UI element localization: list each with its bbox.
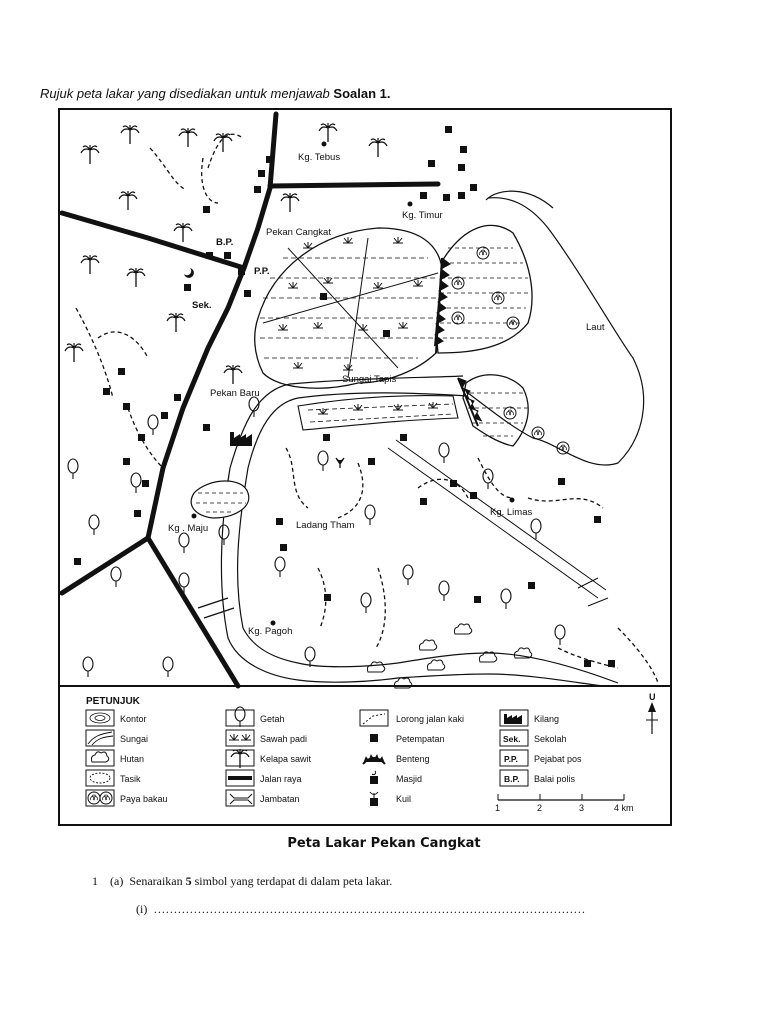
bridge	[198, 598, 234, 618]
legend-sekolah	[500, 730, 567, 746]
answer-line: (i) ………………………………………………………………………………………………	[136, 902, 586, 916]
instruction: Rujuk peta lakar yang disediakan untuk menjawab Soalan 1.	[40, 86, 391, 101]
label-ladang-tham: Ladang Tham	[296, 520, 355, 531]
question-line: 1 (a) Senaraikan 5 simbol yang terdapat di dalam peta lakar.	[92, 874, 393, 888]
river	[221, 376, 618, 686]
svg-text:1: 1	[495, 803, 501, 813]
paddy-field	[255, 228, 458, 430]
svg-text:P.P.: P.P.	[504, 754, 518, 764]
svg-text:Tasik: Tasik	[120, 774, 141, 784]
svg-text:Sekolah: Sekolah	[534, 734, 567, 744]
settlements	[74, 126, 615, 667]
legend-paya-bakau	[86, 790, 168, 806]
legend-jalan-raya	[226, 770, 302, 786]
legend-kilang	[500, 710, 559, 726]
svg-text:Benteng: Benteng	[396, 754, 430, 764]
legend-balai-polis	[500, 770, 576, 786]
svg-text:Getah: Getah	[260, 714, 285, 724]
mosque-icon	[184, 268, 194, 278]
svg-text:Balai polis: Balai polis	[534, 774, 576, 784]
svg-text:Masjid: Masjid	[396, 774, 423, 784]
svg-text:Kelapa sawit: Kelapa sawit	[260, 754, 312, 764]
legend-title: PETUNJUK	[86, 696, 140, 707]
label-kg-limas: Kg. Limas	[490, 507, 533, 518]
label-pekan-cangkat: Pekan Cangkat	[266, 227, 331, 238]
svg-text:Kilang: Kilang	[534, 714, 560, 724]
legend-hutan	[86, 750, 144, 766]
svg-text:U: U	[649, 692, 656, 702]
temple-icon	[336, 458, 344, 468]
legend-getah	[226, 707, 285, 727]
label-kg-maju: Kg . Maju	[168, 523, 209, 534]
legend	[86, 692, 658, 813]
svg-text:2: 2	[537, 803, 543, 813]
svg-text:Paya bakau: Paya bakau	[120, 794, 168, 804]
svg-text:Sawah padi: Sawah padi	[260, 734, 308, 744]
label-bp: B.P.	[216, 237, 234, 248]
label-sek: Sek.	[192, 300, 212, 311]
label-kg-pagoh: Kg. Pagoh	[248, 626, 293, 637]
svg-text:Jalan raya: Jalan raya	[260, 774, 302, 784]
label-kg-timur: Kg. Timur	[402, 210, 443, 221]
mangrove-area	[434, 225, 569, 454]
legend-sungai	[86, 730, 148, 746]
legend-sawah-padi	[226, 730, 307, 746]
svg-text:3: 3	[579, 803, 585, 813]
legend-masjid	[370, 771, 422, 784]
svg-text:Kuil: Kuil	[396, 794, 412, 804]
label-sungai-tapis: Sungai Tapis	[342, 374, 397, 385]
label-kg-tebus: Kg. Tebus	[298, 152, 341, 163]
legend-kuil	[370, 792, 411, 806]
label-laut: Laut	[586, 322, 605, 333]
lake	[191, 481, 249, 518]
label-pp: P.P.	[254, 266, 270, 277]
svg-text:B.P.: B.P.	[504, 774, 520, 784]
secondary-road	[388, 440, 608, 606]
svg-text:Hutan: Hutan	[120, 754, 145, 764]
svg-text:Sungai: Sungai	[120, 734, 149, 744]
svg-text:Pejabat pos: Pejabat pos	[534, 754, 582, 764]
svg-text:Kontor: Kontor	[120, 714, 147, 724]
north-arrow-icon	[646, 692, 658, 734]
svg-text:Jambatan: Jambatan	[260, 794, 300, 804]
scale-bar	[495, 794, 634, 813]
svg-text:4 km: 4 km	[614, 803, 634, 813]
legend-petempatan	[370, 734, 445, 744]
map-caption: Peta Lakar Pekan Cangkat	[287, 836, 481, 851]
legend-benteng	[363, 754, 430, 764]
legend-pejabat-pos	[500, 750, 582, 766]
legend-kontor	[86, 710, 147, 726]
svg-text:Lorong jalan kaki: Lorong jalan kaki	[396, 714, 465, 724]
label-pekan-baru: Pekan Baru	[210, 388, 260, 399]
legend-lorong-jalan-kaki	[360, 710, 464, 726]
svg-text:Petempatan: Petempatan	[396, 734, 445, 744]
legend-kelapa-sawit	[226, 749, 312, 768]
legend-jambatan	[226, 790, 300, 806]
legend-tasik	[86, 770, 141, 786]
sketch-map	[58, 108, 672, 826]
svg-text:Sek.: Sek.	[503, 734, 521, 744]
